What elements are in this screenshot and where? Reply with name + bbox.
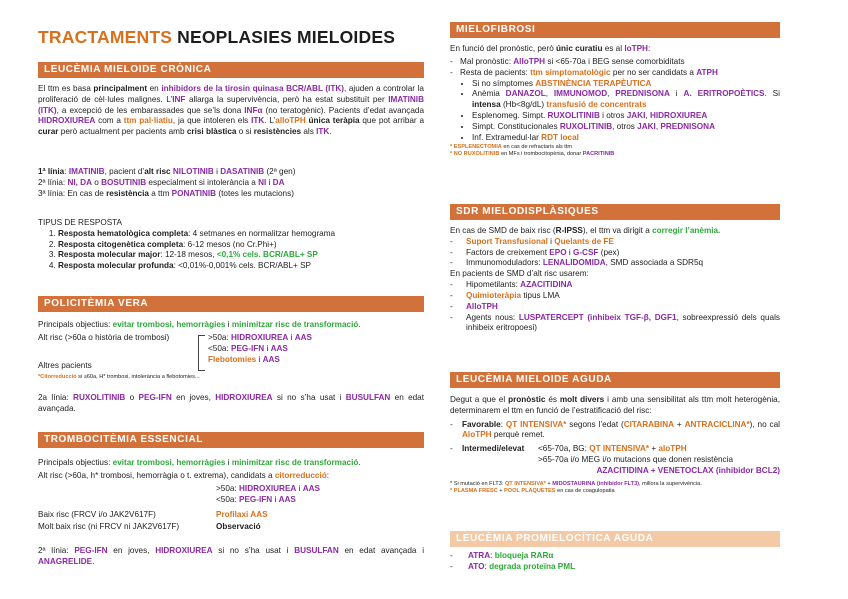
text-run: * ESPLENECTOMIA [450, 143, 502, 150]
text-run: RUXOLITINIB [73, 393, 126, 402]
text-run: CITARABINA [623, 419, 675, 429]
text-run: alloTPH [275, 116, 306, 126]
text-run: especialment si intolerància a [146, 177, 259, 187]
pv-second-line [38, 393, 424, 415]
text-run: ANAGRELIDE [38, 556, 93, 566]
text-run: única teràpia [308, 116, 360, 126]
text-run: BUSULFAN [294, 546, 339, 555]
lmc-resp-item [58, 261, 424, 272]
text-run: 3ª línia: En cas de [38, 188, 107, 198]
mf-item [472, 133, 780, 144]
lmc-intro [38, 84, 424, 138]
te-molt-value: Observació [216, 522, 261, 531]
te-alt-item [216, 495, 424, 506]
pv-alt-label: Alt risc (>60a o història de trombosi) [38, 333, 170, 342]
text-run: + [497, 488, 505, 495]
lmc-resp-title: TIPUS DE RESPOSTA [38, 218, 123, 227]
lmc-resp-item [58, 240, 424, 251]
text-run: curar [38, 127, 59, 137]
text-run: però actualment per pacients amb [58, 127, 187, 137]
text-run: ttm pal·liatiu [123, 116, 173, 126]
text-run: , a excepció de les embarassades que se’ls dona [56, 105, 245, 115]
text-run: allarga la supervivència, però ha estat substituït per [185, 94, 389, 104]
lmc-line-3 [38, 189, 424, 200]
text-run: <65-70a, BG: [538, 444, 590, 454]
section-header-lpa: LEUCÈMIA PROMIELOCÍTICA AGUDA [450, 531, 780, 547]
text-run: DA [272, 177, 285, 187]
text-run: ITK [316, 127, 330, 137]
right-column [450, 0, 780, 599]
text-run: , [607, 89, 616, 99]
text-run: (inhibidor BCL2) [715, 465, 780, 475]
text-run: Principals objectius: [38, 320, 113, 329]
text-run: ITK [251, 116, 265, 126]
text-run: >50a: [208, 333, 231, 342]
section-header-pv: POLICITÈMIA VERA [38, 296, 424, 312]
smd-body [450, 226, 780, 334]
text-run: principalment [93, 84, 148, 93]
text-run: i [225, 320, 232, 329]
pv-altres: Altres pacients [38, 361, 92, 370]
text-run: , [545, 89, 554, 99]
text-run: pronòstic [508, 395, 546, 404]
text-run: : 4 setmanes en normalitzar hemograma [188, 228, 336, 238]
text-run: RDT local [541, 132, 579, 142]
text-run: i [547, 236, 555, 246]
text-run: Principals objectius: [38, 458, 113, 467]
section-header-mf: MIELOFIBROSI [450, 22, 780, 38]
text-run: HIDROXIUREA [231, 333, 289, 342]
text-run: AlloTPH [466, 301, 498, 311]
text-run: ANTRACICLINA* [684, 419, 750, 429]
text-run: AZACITIDINA + VENETOCLAX [596, 465, 714, 475]
text-run: . [92, 556, 95, 566]
text-run: : [326, 471, 330, 480]
pv-note [38, 374, 424, 381]
text-run: (totes les mutacions) [216, 188, 294, 198]
section-header-lma: LEUCÈMIA MIELOIDE AGUDA [450, 372, 780, 388]
text-run: Quimioteràpia [466, 290, 522, 300]
text-run: Hipometilants: [466, 280, 521, 290]
lma-fav: - Favorable: QT INTENSIVA* segons l’edat (CITARABINA + ANTRACICLINA*), no cal AloTPH perquè remet. [450, 419, 780, 440]
text-run: Immunomoduladors: [466, 258, 543, 268]
text-run: si ≥60a, H* trombosi, intolerància a flebotomies... [76, 374, 200, 380]
text-run: Resta de pacients: [460, 67, 531, 77]
text-run: . L’ [264, 116, 276, 126]
text-run: DANAZOL [505, 89, 546, 99]
text-run: (2ª gen) [264, 167, 296, 176]
text-run: : [490, 551, 495, 560]
text-run: A. ERITROPOÈTICS [683, 89, 765, 99]
text-run: *Citorreducció [38, 374, 77, 380]
text-run: QT INTENSIVA* [589, 444, 650, 454]
mf-note [450, 144, 780, 151]
text-run: IMATINIB (ITK) [38, 94, 424, 115]
te-molt [38, 522, 424, 533]
text-run: en joves, [171, 393, 216, 402]
text-run: Mal pronòstic: [460, 57, 514, 66]
text-run: En funció del pronòstic, però [450, 44, 557, 53]
text-run: en MFs i trombocitopènia, donar [499, 150, 583, 157]
mf-intro [450, 44, 780, 55]
lma-int3 [450, 466, 780, 477]
text-run: + [545, 480, 553, 487]
text-run: LUSPATERCEPT [518, 312, 584, 322]
section-header-smd: SDR MIELODISPLÀSIQUES [450, 204, 780, 220]
text-run: Simpt. Constitucionales [472, 121, 560, 131]
text-run: NI, DA [67, 177, 92, 187]
text-run: minimitzar risc de transformació [231, 320, 359, 329]
text-run: HIDROXIUREA [215, 393, 273, 402]
text-run: (no teratogènic). Pacients d’edat avançada [262, 105, 424, 115]
lma-int-label: Intermedi/elevat [462, 444, 525, 454]
lmc-responses [38, 218, 424, 272]
lmc-line-2 [38, 178, 424, 189]
text-run: o [125, 393, 139, 402]
te-objectives [38, 458, 424, 469]
text-run: (pex) [598, 247, 620, 257]
lpa-item: - ATO: degrada proteïna PML [450, 561, 576, 571]
text-run: HIDROXIUREA [155, 546, 213, 555]
text-run: HIDROXIUREA [38, 116, 96, 126]
text-run: El ttm es basa [38, 84, 94, 93]
text-run: i [213, 167, 221, 176]
text-run: + [674, 419, 685, 429]
lmc-lines [38, 167, 424, 199]
text-run: EPO [549, 247, 567, 257]
pv-bracket [198, 335, 205, 371]
text-run: AAS [278, 494, 296, 504]
text-run: 1ª línia [38, 167, 65, 176]
text-run: citorreducció [274, 471, 327, 480]
text-run: >50a: [216, 484, 239, 493]
text-run: (inhibeix TGF-β, DGF1 [587, 312, 677, 322]
text-run: NILOTINIB [172, 167, 214, 176]
text-run: RUXOLITINIB [547, 111, 600, 121]
lmc-line-1 [38, 167, 424, 178]
pv-alt-item [208, 344, 312, 355]
te-alt-items [216, 484, 424, 506]
mf-item [472, 122, 780, 133]
text-run: corregir l’anèmia. [652, 226, 721, 235]
text-run: * Si mutació en FLT3: [450, 480, 505, 487]
smd-high-item: - Hipometilants: AZACITIDINA [450, 280, 573, 290]
text-run: NI [258, 177, 267, 187]
text-run: i otros [599, 111, 627, 121]
text-run: Flebotomies [208, 354, 257, 364]
te-baix [38, 510, 424, 521]
text-run: tipus LMA [521, 290, 560, 300]
text-run: transfusió de concentrats [546, 100, 647, 110]
text-run: AloTPH [462, 430, 492, 440]
mf-item [472, 79, 780, 90]
text-run: a ttm [148, 188, 172, 198]
text-run: intensa [472, 100, 501, 110]
text-run: Si no símptomes [472, 78, 536, 88]
mf-mal: - Mal pronòstic: AlloTPH si <65-70a i BEG sense comorbiditats [450, 57, 685, 66]
text-run: (inhibidor FLT3) [596, 480, 640, 487]
te-molt-label: Molt baix risc (ni FRCV ni JAK2V617F) [38, 522, 180, 531]
text-run: ), no cal [749, 419, 780, 429]
text-run: HIDROXIUREA [649, 111, 708, 121]
text-run: segons l’edat ( [566, 419, 624, 429]
text-run: i [288, 333, 295, 342]
text-run: molt divers [559, 395, 605, 404]
text-run: R-IPSS [555, 226, 583, 235]
text-run: PONATINIB [171, 188, 217, 198]
smd-high-item: - Quimioteràpia tipus LMA [450, 290, 560, 300]
mf-body [450, 57, 780, 158]
text-run: únic curatiu [556, 44, 603, 53]
text-run: loTPH [624, 44, 648, 53]
text-run: ttm simptomatològic [530, 67, 611, 77]
text-run: , [655, 121, 661, 131]
text-run: QT INTENSIVA* [505, 419, 567, 429]
text-run: * NO RUXOLITINIB [450, 150, 500, 157]
page-title: TRACTAMENTS NEOPLASIES MIELOIDES [38, 27, 396, 47]
text-run: IMATINIB [68, 167, 105, 176]
section-header-te: TROMBOCITÈMIA ESSENCIAL [38, 432, 424, 448]
smd-low-item: - Immunomoduladors: LENALIDOMIDA, SMD associada a SDR5q [450, 258, 704, 268]
text-run: JAKI [626, 111, 646, 121]
text-run: PEG-IFN [138, 393, 172, 402]
text-run: Factors de creixement [466, 247, 550, 257]
text-run: i [256, 354, 263, 364]
text-run: <50a: [216, 494, 239, 504]
mf-note [450, 151, 780, 158]
text-run: : 12-18 mesos, [160, 250, 217, 260]
text-run: AAS [270, 343, 288, 353]
text-run: ATO [468, 561, 485, 571]
text-run: RUXOLITINIB [559, 121, 613, 131]
text-run: Resposta hematològica completa [58, 228, 189, 238]
pv-alt-items [208, 333, 312, 365]
text-run: INF [172, 94, 186, 104]
mf-list [450, 79, 780, 144]
text-run: POOL PLAQUETES [504, 488, 556, 495]
text-run: MIDOSTAURINA [552, 480, 596, 487]
text-run: <0,1% cels. BCR/ABL+ SP [216, 250, 318, 260]
text-run: En cas de SMD de baix risc ( [450, 226, 556, 235]
text-run: en edat avançada i [338, 546, 425, 555]
text-run: : [647, 44, 651, 53]
text-run: o si [236, 127, 254, 137]
text-run: . [358, 458, 361, 467]
text-run: 2ª línia: [38, 546, 75, 555]
text-run: 2ª línia: [38, 177, 68, 187]
lma-intro [450, 395, 780, 417]
smd-intro [450, 226, 780, 237]
text-run: i amb una sensibilitat als ttm molt heterogènia, determinarem el ttm en funció de l’estratificació del risc: [450, 395, 780, 415]
text-run: , otros [612, 121, 638, 131]
lma-body [450, 395, 780, 495]
text-run: JAKI [637, 121, 656, 131]
te-alt-item [216, 484, 424, 495]
section-header-lmc: LEUCÈMIA MIELOIDE CRÒNICA [38, 62, 424, 78]
text-run: : 6-12 mesos (no Cr.Phi+) [183, 239, 277, 249]
text-run: si no s’ha usat i [272, 393, 346, 402]
text-run: que pot arribar a [359, 116, 424, 126]
te-second-line [38, 546, 424, 568]
text-run: PREDNISONA [615, 89, 670, 99]
text-run: ATRA [468, 551, 491, 560]
lpa-item: - ATRA: bloqueja RARα [450, 551, 554, 560]
text-run: AZACITIDINA [520, 280, 573, 290]
text-run: PEG-IFN [231, 343, 265, 353]
text-run: IMMUNOMOD [553, 89, 608, 99]
text-run: ), el ttm va dirigit a [582, 226, 653, 235]
text-run: i [669, 89, 684, 99]
mf-item [472, 89, 780, 111]
text-run: minimitzar risc de transformació [231, 458, 359, 467]
pv-alt-item [208, 355, 312, 366]
text-run: Favorable [462, 419, 501, 429]
text-run: PACRITINIB [582, 150, 615, 157]
text-run: als [301, 127, 317, 137]
text-run: Esplenomeg. Simpt. [472, 111, 548, 121]
text-run: Inf. Extramedul·lar [472, 132, 542, 142]
text-run: BOSUTINIB [101, 177, 147, 187]
text-run: + [649, 444, 659, 454]
text-run: . [329, 127, 332, 137]
text-run: alt risc [144, 167, 171, 176]
text-run: si <65-70a i BEG sense comorbiditats [545, 57, 685, 66]
text-run: es al [602, 44, 625, 53]
lmc-resp-list [38, 229, 424, 272]
text-run: Agents nous: [466, 312, 519, 322]
text-run: >65-70a i/o MEG i/o mutacions que donen resistència [538, 455, 734, 465]
text-run: AAS [262, 354, 280, 364]
text-run: AAS [294, 333, 312, 342]
text-run: <50a: [208, 343, 231, 353]
smd-high-item: - AlloTPH [450, 301, 498, 311]
text-run: , ja que intoleren els [172, 116, 252, 126]
lmc-resp-item [58, 229, 424, 240]
text-run: . [358, 320, 361, 329]
text-run: Suport Transfusional [466, 236, 548, 246]
text-run: BUSULFAN [345, 393, 391, 402]
text-run: en [147, 84, 162, 93]
pv-objectives [38, 320, 424, 331]
text-run: , sobreexpressió dels quals inhibeix eritropoesi) [466, 312, 780, 333]
lma-note [450, 488, 780, 495]
mf-item [472, 111, 780, 122]
text-run: : <0,01%-0,001% cels. BCR/ABL+ SP [173, 261, 312, 271]
text-run: HIDROXIUREA [239, 484, 297, 493]
text-run: * PLASMA FRESC [450, 488, 498, 495]
text-run: Degut a que el [450, 395, 509, 404]
text-run: Anèmia [472, 89, 506, 99]
text-run: bloqueja RARα [494, 551, 554, 560]
text-run: degrada proteïna PML [489, 561, 576, 571]
mf-resta: - Resta de pacients: ttm simptomatològic per no ser candidats a ATPH [450, 67, 718, 77]
text-run: Alt risc (>60a, h* trombosi, hemorràgia o t. extrema), candidats a [38, 471, 275, 480]
text-run: o [92, 177, 102, 187]
text-run: en cas de coagulopatia [555, 488, 615, 495]
smd-low-item: - Suport Transfusional i Quelants de FE [450, 236, 614, 246]
text-run: i [296, 484, 303, 493]
text-run: perquè remet. [491, 430, 545, 440]
text-run: aloTPH [658, 444, 687, 454]
text-run: resistència [106, 188, 149, 198]
text-run: : [64, 167, 69, 176]
text-run: Resposta molecular major [58, 250, 161, 260]
text-run: PREDNISONA [660, 121, 715, 131]
text-run: és [545, 395, 560, 404]
smd-high-intro: En pacients de SMD d’alt risc usarem: [450, 269, 589, 279]
text-run: , pacient d’ [104, 167, 145, 176]
left-column [38, 0, 424, 599]
text-run: . Si [764, 89, 780, 99]
smd-low-item: - Factors de creixement EPO i G-CSF (pex) [450, 247, 620, 257]
text-run: i [225, 458, 232, 467]
text-run: i [566, 247, 573, 257]
te-baix-value: Profilaxi AAS [216, 510, 268, 519]
text-run: AAS [302, 484, 320, 493]
text-run: , millora la supervivència. [639, 480, 702, 487]
text-run: DASATINIB [220, 167, 265, 176]
text-run: INFα [244, 105, 263, 115]
text-run: si no s’ha usat i [212, 546, 295, 555]
text-run: PEG-IFN [74, 546, 108, 555]
text-run: i [272, 494, 279, 504]
text-run: AlloTPH [513, 57, 546, 66]
text-run: i [264, 343, 271, 353]
text-run: , [645, 111, 650, 121]
text-run: 2a línia: [38, 393, 74, 402]
text-run: PEG-IFN [239, 494, 273, 504]
text-run: QT INTENSIVA* [504, 480, 546, 487]
text-run: ABSTINÈNCIA TERAPÈUTICA [535, 78, 652, 88]
text-run: en joves, [107, 546, 156, 555]
text-run: , SMD associada a SDR5q [605, 258, 704, 268]
smd-high-item: - Agents nous: LUSPATERCEPT (inhibeix TGF-β, DGF1, sobreexpressió dels quals inhibeix eritropoesi) [450, 312, 780, 333]
text-run: Resposta molecular profunda [58, 261, 174, 271]
lmc-resp-item [58, 250, 424, 261]
text-run: evitar trombosi, hemorràgies [112, 458, 226, 467]
text-run: inhibidors de la tirosin quinasa BCR/ABL (ITK) [161, 84, 345, 93]
text-run: resistències [253, 127, 302, 137]
pv-alt-item [208, 333, 312, 344]
text-run: : [500, 419, 506, 429]
lma-note [450, 481, 780, 488]
te-baix-label: Baix risc (FRCV i/o JAK2V617F) [38, 510, 156, 519]
text-run: per no ser candidats a [610, 67, 697, 77]
text-run: : [484, 561, 490, 571]
text-run: ATPH [696, 67, 718, 77]
te-alt [38, 471, 424, 482]
text-run: Quelants de FE [554, 236, 614, 246]
text-run: com a [95, 116, 124, 126]
text-run: crisi blàstica [186, 127, 237, 137]
lma-int: - Intermedi/elevat <65-70a, BG: QT INTENSIVA* + aloTPH [450, 444, 687, 454]
lpa-body [450, 551, 780, 573]
text-run: en cas de refractaris als ttm [501, 143, 573, 150]
text-run: evitar trombosi, hemorràgies [112, 320, 226, 329]
text-run: en edat avançada. [38, 393, 425, 413]
text-run: , ajuden a controlar la proliferació de cèl·lules malignes. L’ [38, 84, 424, 104]
text-run: i [266, 177, 273, 187]
lma-int2 [450, 455, 780, 466]
text-run: Resposta citogenètica completa [58, 239, 184, 249]
text-run: G-CSF [572, 247, 599, 257]
text-run: (Hb<8g/dL) [500, 100, 547, 110]
text-run: LENALIDOMIDA [542, 258, 606, 268]
